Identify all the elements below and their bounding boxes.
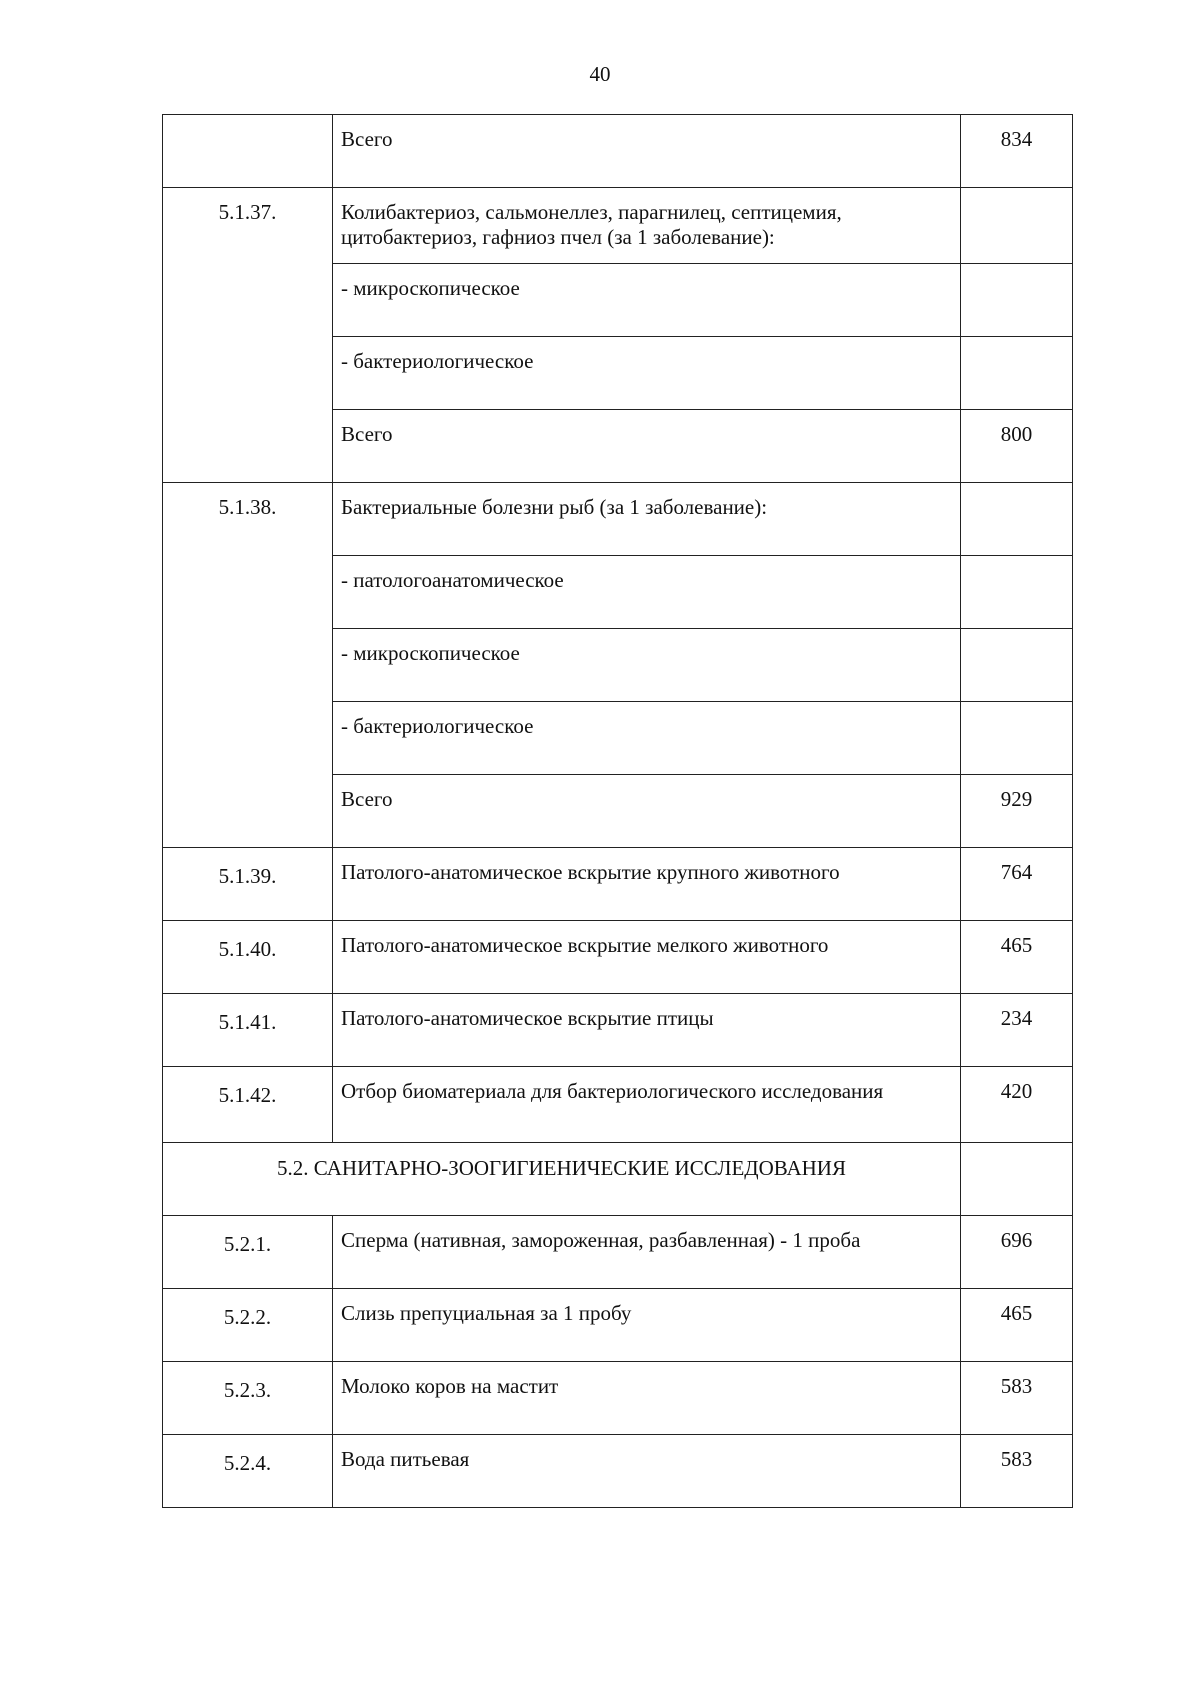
row-code: 5.2.1.: [163, 1216, 333, 1289]
row-price: [961, 337, 1073, 410]
row-price: [961, 556, 1073, 629]
row-description: - патологоанатомическое: [333, 556, 961, 629]
row-description: Бактериальные болезни рыб (за 1 заболевание):: [333, 483, 961, 556]
row-code: 5.1.38.: [163, 483, 333, 848]
row-price: 800: [961, 410, 1073, 483]
row-price: 420: [961, 1067, 1073, 1143]
table-row: [163, 115, 1073, 188]
row-description: Вода питьевая: [333, 1435, 961, 1508]
row-description: Патолого-анатомическое вскрытие птицы: [333, 994, 961, 1067]
table-row: [163, 848, 1073, 921]
table-row: [163, 994, 1073, 1067]
row-price: [961, 264, 1073, 337]
row-description: Слизь препуциальная за 1 пробу: [333, 1289, 961, 1362]
section-row: [163, 1143, 1073, 1216]
row-code: 5.1.40.: [163, 921, 333, 994]
row-price: 465: [961, 1289, 1073, 1362]
row-description: Сперма (нативная, замороженная, разбавленная) - 1 проба: [333, 1216, 961, 1289]
row-description: Отбор биоматериала для бактериологического исследования: [333, 1067, 961, 1143]
row-description: - бактериологическое: [333, 337, 961, 410]
row-description: Всего: [333, 410, 961, 483]
table-row: [163, 483, 1073, 556]
row-price: 234: [961, 994, 1073, 1067]
row-price: [961, 702, 1073, 775]
row-description: - микроскопическое: [333, 629, 961, 702]
price-table: [162, 114, 1073, 1508]
row-code: 5.1.39.: [163, 848, 333, 921]
row-price: [961, 629, 1073, 702]
table-row: [163, 188, 1073, 264]
table-row: [163, 1067, 1073, 1143]
row-code: 5.2.2.: [163, 1289, 333, 1362]
row-price: [961, 1143, 1073, 1216]
row-price: 583: [961, 1435, 1073, 1508]
row-description: Молоко коров на мастит: [333, 1362, 961, 1435]
row-code: [163, 115, 333, 188]
row-description: - микроскопическое: [333, 264, 961, 337]
row-price: 764: [961, 848, 1073, 921]
row-description: Всего: [333, 775, 961, 848]
table-row: [163, 1216, 1073, 1289]
row-code: 5.2.3.: [163, 1362, 333, 1435]
row-code: 5.2.4.: [163, 1435, 333, 1508]
row-description: - бактериологическое: [333, 702, 961, 775]
row-code: 5.1.37.: [163, 188, 333, 483]
row-code: 5.1.42.: [163, 1067, 333, 1143]
row-price: 583: [961, 1362, 1073, 1435]
row-description: Всего: [333, 115, 961, 188]
page-number: 40: [589, 62, 611, 86]
table-row: [163, 921, 1073, 994]
row-price: 834: [961, 115, 1073, 188]
row-description: Колибактериоз, сальмонеллез, парагнилец, септицемия, цитобактериоз, гафниоз пчел (за 1 заболевание):: [333, 188, 961, 264]
row-description: Патолого-анатомическое вскрытие мелкого животного: [333, 921, 961, 994]
table-row: [163, 1435, 1073, 1508]
row-price: [961, 188, 1073, 264]
row-price: 929: [961, 775, 1073, 848]
row-price: [961, 483, 1073, 556]
section-heading: 5.2. САНИТАРНО-ЗООГИГИЕНИЧЕСКИЕ ИССЛЕДОВАНИЯ: [163, 1143, 961, 1216]
row-price: 696: [961, 1216, 1073, 1289]
row-description: Патолого-анатомическое вскрытие крупного животного: [333, 848, 961, 921]
table-row: [163, 1362, 1073, 1435]
table-row: [163, 1289, 1073, 1362]
row-price: 465: [961, 921, 1073, 994]
row-code: 5.1.41.: [163, 994, 333, 1067]
